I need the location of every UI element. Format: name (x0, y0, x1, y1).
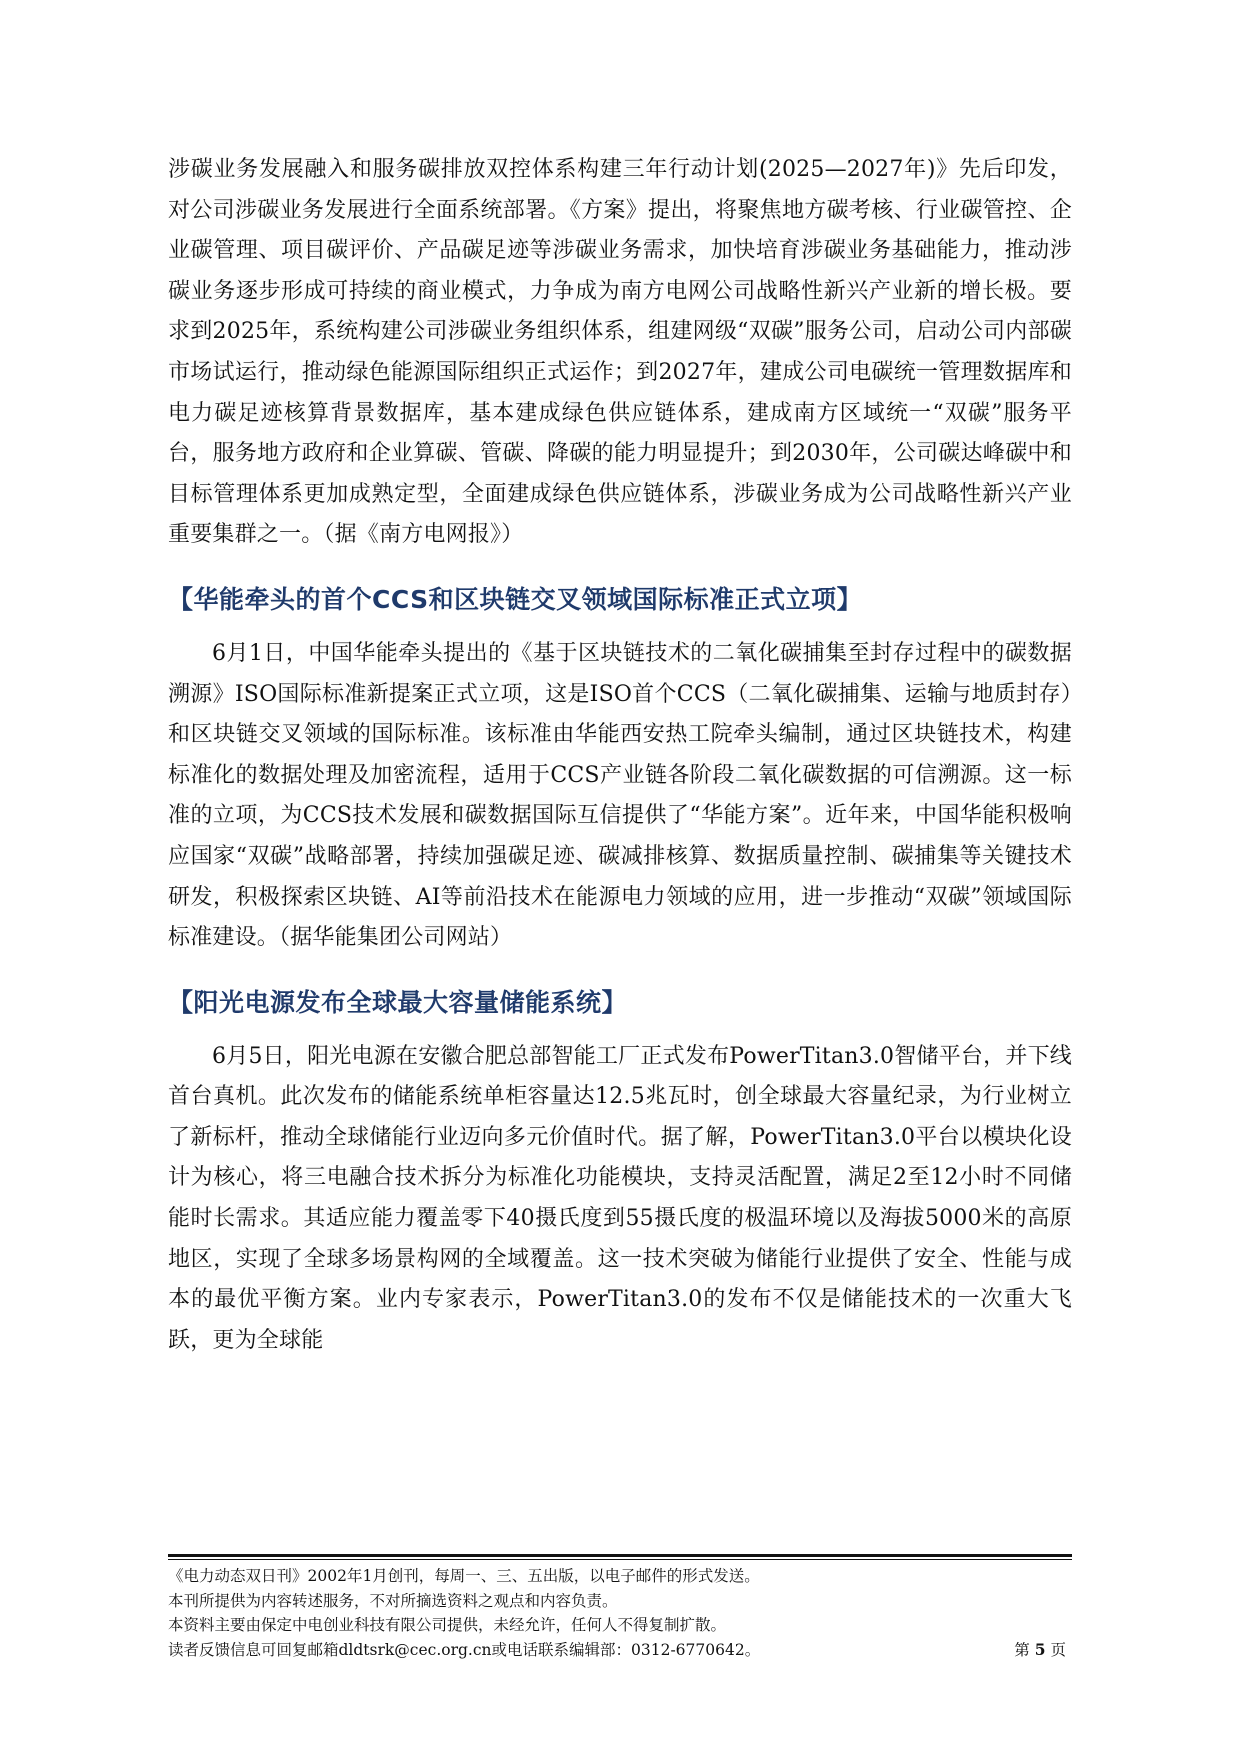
footer-notes (168, 1564, 1072, 1662)
footer-disclaimer: 本刊所提供为内容转述服务，不对所摘选资料之观点和内容负责。 (168, 1591, 618, 1610)
footer-contact-row (168, 1638, 1072, 1663)
article-heading-sungrow-storage: 【阳光电源发布全球最大容量储能系统】 (168, 987, 628, 1017)
article-paragraph-huaneng-ccs: 6月1日，中国华能牵头提出的《基于区块链技术的二氧化碳捕集至封存过程中的碳数据溯源》ISO国际标准新提案正式立项，这是ISO首个CCS（二氧化碳捕集、运输与地质封存）和区块链交叉领域的国际标准。该标准由华能西安热工院牵头编制，通过区块链技术，构建标准化的数据处理及加密流程，适用于CCS产业链各阶段二氧化碳数据的可信溯源。这一标准的立项，为CCS技术发展和碳数据国际互信提供了“华能方案”。近年来，中国华能积极响应国家“双碳”战略部署，持续加强碳足迹、碳减排核算、数据质量控制、碳捕集等关键技术研发，积极探索区块链、AI等前沿技术在能源电力领域的应用，进一步推动“双碳”领域国际标准建设。（据华能集团公司网站） (168, 640, 1072, 951)
footer-copyright: 本资料主要由保定中电创业科技有限公司提供，未经允许，任何人不得复制扩散。 (168, 1616, 727, 1634)
page-footer (168, 1554, 1072, 1662)
footer-contact: 读者反馈信息可回复邮箱dldtsrk@cec.org.cn或电话联系编辑部：0312-6770642。 (168, 1640, 761, 1659)
page-number (1014, 1638, 1072, 1663)
article-heading-huaneng-ccs: 【华能牵头的首个CCS和区块链交叉领域国际标准正式立项】 (168, 584, 863, 614)
footer-divider-thick (168, 1554, 1072, 1557)
page-prefix: 第 (1014, 1640, 1030, 1659)
page-number-value: 5 (1034, 1639, 1046, 1659)
footer-divider-thin (168, 1559, 1072, 1560)
article-continuation-paragraph: 涉碳业务发展融入和服务碳排放双控体系构建三年行动计划(2025—2027年)》先后印发，对公司涉碳业务发展进行全面系统部署。《方案》提出，将聚焦地方碳考核、行业碳管控、企业碳管理、项目碳评价、产品碳足迹等涉碳业务需求，加快培育涉碳业务基础能力，推动涉碳业务逐步形成可持续的商业模式，力争成为南方电网公司战略性新兴产业新的增长极。要求到2025年，系统构建公司涉碳业务组织体系，组建网级“双碳”服务公司，启动公司内部碳市场试运行，推动绿色能源国际组织正式运作；到2027年，建成公司电碳统一管理数据库和电力碳足迹核算背景数据库，基本建成绿色供应链体系，建成南方区域统一“双碳”服务平台，服务地方政府和企业算碳、管碳、降碳的能力明显提升；到2030年，公司碳达峰碳中和目标管理体系更加成熟定型，全面建成绿色供应链体系，涉碳业务成为公司战略性新兴产业重要集群之一。（据《南方电网报》） (168, 157, 1072, 548)
document-body (168, 150, 1072, 1361)
page-suffix: 页 (1050, 1640, 1066, 1659)
article-paragraph-sungrow-storage: 6月5日，阳光电源在安徽合肥总部智能工厂正式发布PowerTitan3.0智储平台，并下线首台真机。此次发布的储能系统单柜容量达12.5兆瓦时，创全球最大容量纪录，为行业树立了新标杆，推动全球储能行业迈向多元价值时代。据了解，PowerTitan3.0平台以模块化设计为核心，将三电融合技术拆分为标准化功能模块，支持灵活配置，满足2至12小时不同储能时长需求。其适应能力覆盖零下40摄氏度到55摄氏度的极温环境以及海拔5000米的高原地区，实现了全球多场景构网的全域覆盖。这一技术突破为储能行业提供了安全、性能与成本的最优平衡方案。业内专家表示，PowerTitan3.0的发布不仅是储能技术的一次重大飞跃，更为全球能 (168, 1043, 1072, 1353)
footer-publication-info: 《电力动态双日刊》2002年1月创刊，每周一、三、五出版，以电子邮件的形式发送。 (168, 1567, 760, 1585)
